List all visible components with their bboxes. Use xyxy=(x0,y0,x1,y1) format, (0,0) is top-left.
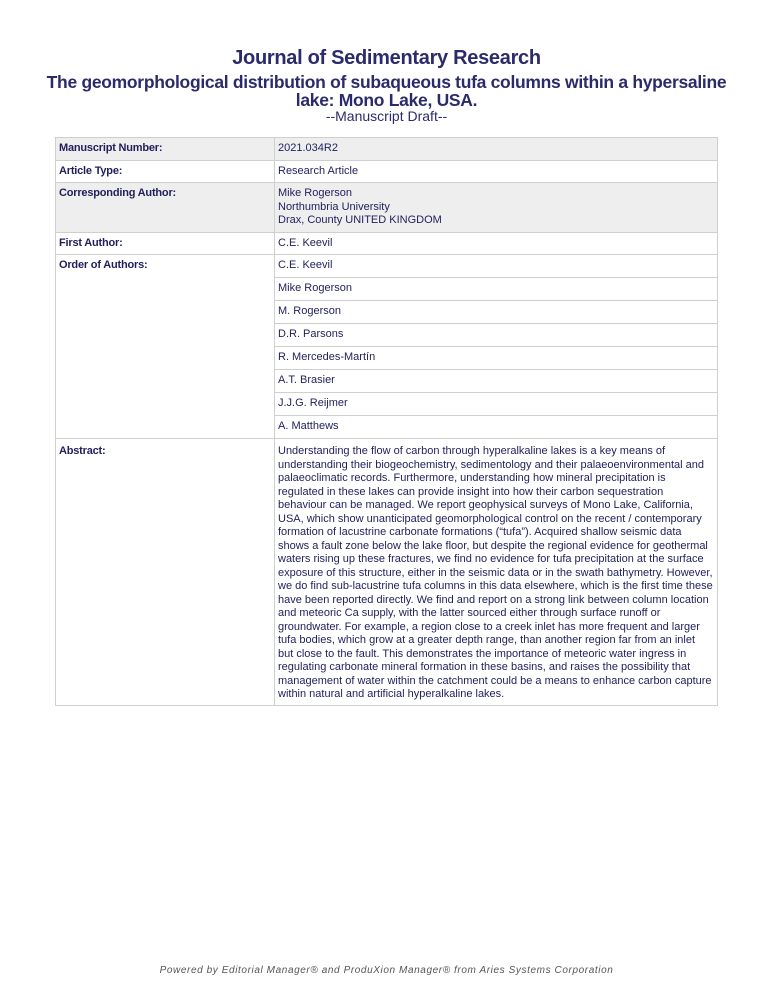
row-article-type xyxy=(56,160,718,183)
manuscript-draft-label: --Manuscript Draft-- xyxy=(325,108,448,124)
article-title: The geomorphological distribution of subaqueous tufa columns within a hypersaline lake: Mono Lake, USA. xyxy=(46,72,727,110)
article-type-label: Article Type: xyxy=(56,160,275,183)
first-author-value: C.E. Keevil xyxy=(275,232,718,255)
author-entry: M. Rogerson xyxy=(275,301,718,324)
author-entry: Mike Rogerson xyxy=(275,278,718,301)
author-entry: R. Mercedes-Martín xyxy=(275,347,718,370)
row-first-author xyxy=(56,232,718,255)
corresponding-author-value xyxy=(275,183,718,233)
journal-title: Journal of Sedimentary Research xyxy=(232,47,541,69)
order-of-authors-label: Order of Authors: xyxy=(56,255,275,439)
row-order-of-authors xyxy=(56,255,718,278)
author-entry: J.J.G. Reijmer xyxy=(275,393,718,416)
powered-by-footer: Powered by Editorial Manager® and ProduXion Manager® from Aries Systems Corporation xyxy=(159,965,614,976)
manuscript-info-table xyxy=(55,137,718,706)
row-abstract xyxy=(56,439,718,706)
author-entry: D.R. Parsons xyxy=(275,324,718,347)
article-type-value: Research Article xyxy=(275,160,718,183)
row-manuscript-number xyxy=(56,138,718,161)
author-entry: C.E. Keevil xyxy=(275,255,718,278)
abstract-text: Understanding the flow of carbon through hyperalkaline lakes is a key means of understanding their biogeochemistry, sedimentology and their palaeoenvironmental and palaeoclimatic records. Furthermore, understanding how mineral precipitation is regulated in these lakes can provide insight into how their carbon sequestration behaviour can be managed. We report geophysical surveys of Mono Lake, California, USA, which show unanticipated geomorphological control on the recent / contemporary formation of lacustrine carbonate formations (“tufa”). Acquired shallow seismic data shows a fault zone below the lake floor, but despite the regional evidence for geothermal waters rising up these fractures, we find no evidence for tufa precipitation at the surface exposure of this structure, either in the seismic data or in the swath bathymetry. However, we do find sub-lacustrine tufa columns in this data elsewhere, which is the first time these have been reported directly. We find and report on a strong link between column location and meteoric Ca supply, with the latter sourced either through surface runoff or groundwater. For example, a region close to a creek inlet has more frequent and larger tufa bodies, which grow at a greater depth range, than another region far from an inlet but close to the fault. This demonstrates the importance of meteoric water ingress in regulating carbonate mineral formation in these basins, and raises the possibility that management of water within the catchment could be a means to enhance carbon capture within natural and artificial hyperalkaline lakes. xyxy=(275,439,718,706)
row-corresponding-author xyxy=(56,183,718,233)
first-author-label: First Author: xyxy=(56,232,275,255)
corresponding-author-institution: Northumbria University xyxy=(278,200,390,213)
author-entry: A. Matthews xyxy=(275,416,718,439)
corresponding-author-location: Drax, County UNITED KINGDOM xyxy=(278,214,442,226)
corresponding-author-name: Mike Rogerson xyxy=(278,187,352,199)
abstract-label: Abstract: xyxy=(56,439,275,706)
author-entry: A.T. Brasier xyxy=(275,370,718,393)
manuscript-number-value: 2021.034R2 xyxy=(275,138,718,161)
manuscript-number-label: Manuscript Number: xyxy=(56,138,275,161)
corresponding-author-label: Corresponding Author: xyxy=(56,183,275,233)
